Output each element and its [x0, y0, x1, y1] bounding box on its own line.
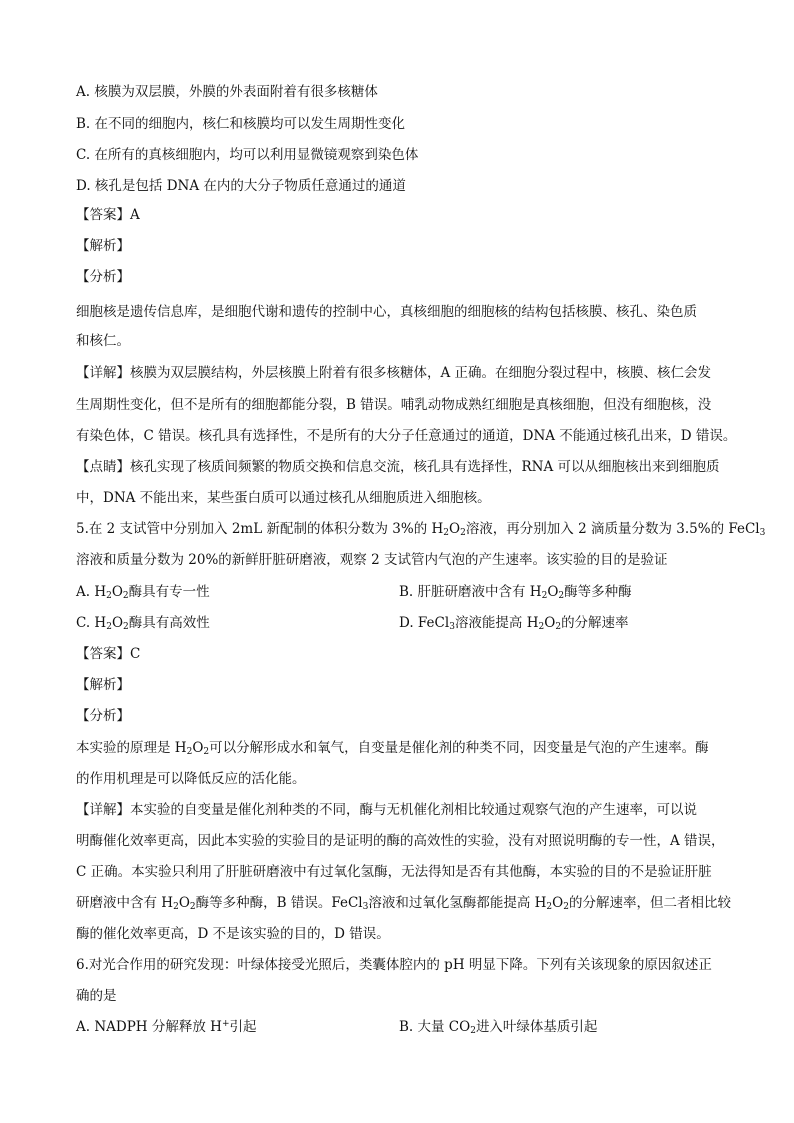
q5-option-c: C. $H_2O_2$酶具有高效性	[76, 615, 210, 632]
q4-option-d: D. 核孔是包括 DNA 在内的大分子物质任意通过的通道	[76, 178, 406, 194]
q4-answer: 【答案】A	[76, 207, 140, 223]
q4-comment-line: 中，DNA 不能出来，某些蛋白质可以通过核孔从细胞质进入细胞核。	[76, 490, 491, 506]
q4-option-a: A. 核膜为双层膜，外膜的外表面附着有很多核糖体	[76, 84, 378, 100]
q4-comment-line: 【点睛】核孔实现了核质间频繁的物质交换和信息交流，核孔具有选择性，RNA 可以从细胞核出来到细胞质	[76, 459, 720, 475]
q5-detail-line: 【详解】本实验的自变量是催化剂种类的不同，酶与无机催化剂相比较通过观察气泡的产生速率，可以说	[76, 802, 697, 818]
q6-stem-line: 确的是	[76, 988, 117, 1004]
q5-option-a: A. $H_2O_2$酶具有专一性	[76, 584, 210, 601]
q4-option-c: C. 在所有的真核细胞内，均可以利用显微镜观察到染色体	[76, 147, 419, 163]
q4-detail-line: 生周期性变化，但不是所有的细胞都能分裂，B 错误。哺乳动物成熟红细胞是真核细胞，但没有细胞核，没	[76, 397, 712, 413]
q5-option-b: B. 肝脏研磨液中含有 $H_2O_2$酶等多种酶	[399, 584, 632, 601]
q4-analysis-line: 细胞核是遗传信息库，是细胞代谢和遗传的控制中心，真核细胞的细胞核的结构包括核膜、核孔、染色质	[76, 304, 697, 320]
q5-detail-line: 研磨液中含有 $H_2O_2$酶等多种酶，B 错误。FeCl$_3$溶液和过氧化氢酶都能提高 $H_2O_2$的分解速率，但二者相比较	[76, 895, 731, 912]
q4-detail-line: 【详解】核膜为双层膜结构，外层核膜上附着有很多核糖体，A 正确。在细胞分裂过程中，核膜、核仁会发	[76, 365, 712, 381]
q5-analysis-line: 本实验的原理是 $H_2O_2$可以分解形成水和氧气，自变量是催化剂的种类不同，因变量是气泡的产生速率。酶	[76, 740, 709, 757]
q5-detail-line: C 正确。本实验只利用了肝脏研磨液中有过氧化氢酶，无法得知是否有其他酶，本实验的目的不是验证肝脏	[76, 864, 712, 880]
q5-answer: 【答案】C	[76, 646, 141, 662]
q4-analysis-heading: 【解析】	[76, 238, 130, 254]
q6-option-b: B. 大量 $CO_2$进入叶绿体基质引起	[399, 1019, 598, 1036]
q5-detail-line: 酶的催化效率更高，D 不是该实验的目的，D 错误。	[76, 926, 390, 942]
q4-analysis-sub: 【分析】	[76, 269, 130, 285]
q5-analysis-heading: 【解析】	[76, 677, 130, 693]
q5-detail-line: 明酶催化效率更高，因此本实验的实验目的是证明的酶的高效性的实验，没有对照说明酶的专一性，A 错误，	[76, 833, 725, 849]
q5-stem-line: 5.在 2 支试管中分别加入 2mL 新配制的体积分数为 3%的 $H_2O_2$溶液，再分别加入 2 滴质量分数为 3.5%的 FeCl$_3$	[76, 521, 766, 538]
q6-stem-line: 6.对光合作用的研究发现：叶绿体接受光照后，类囊体腔内的 pH 明显下降。下列有关该现象的原因叙述正	[76, 957, 712, 973]
q5-option-d: D. FeCl$_3$溶液能提高 $H_2O_2$的分解速率	[399, 615, 629, 632]
q4-detail-line: 有染色体，C 错误。核孔具有选择性，不是所有的大分子任意通过的通道，DNA 不能通过核孔出来，D 错误。	[76, 428, 737, 444]
q6-option-a: A. NADPH 分解释放 H+引起	[76, 1019, 257, 1035]
q5-analysis-line: 的作用机理是可以降低反应的活化能。	[76, 771, 306, 787]
q5-analysis-sub: 【分析】	[76, 708, 130, 724]
q4-analysis-line: 和核仁。	[76, 333, 130, 349]
q5-stem-line: 溶液和质量分数为 20%的新鲜肝脏研磨液，观察 2 支试管内气泡的产生速率。该实验的目的是验证	[76, 552, 668, 568]
q4-option-b: B. 在不同的细胞内，核仁和核膜均可以发生周期性变化	[76, 116, 406, 132]
